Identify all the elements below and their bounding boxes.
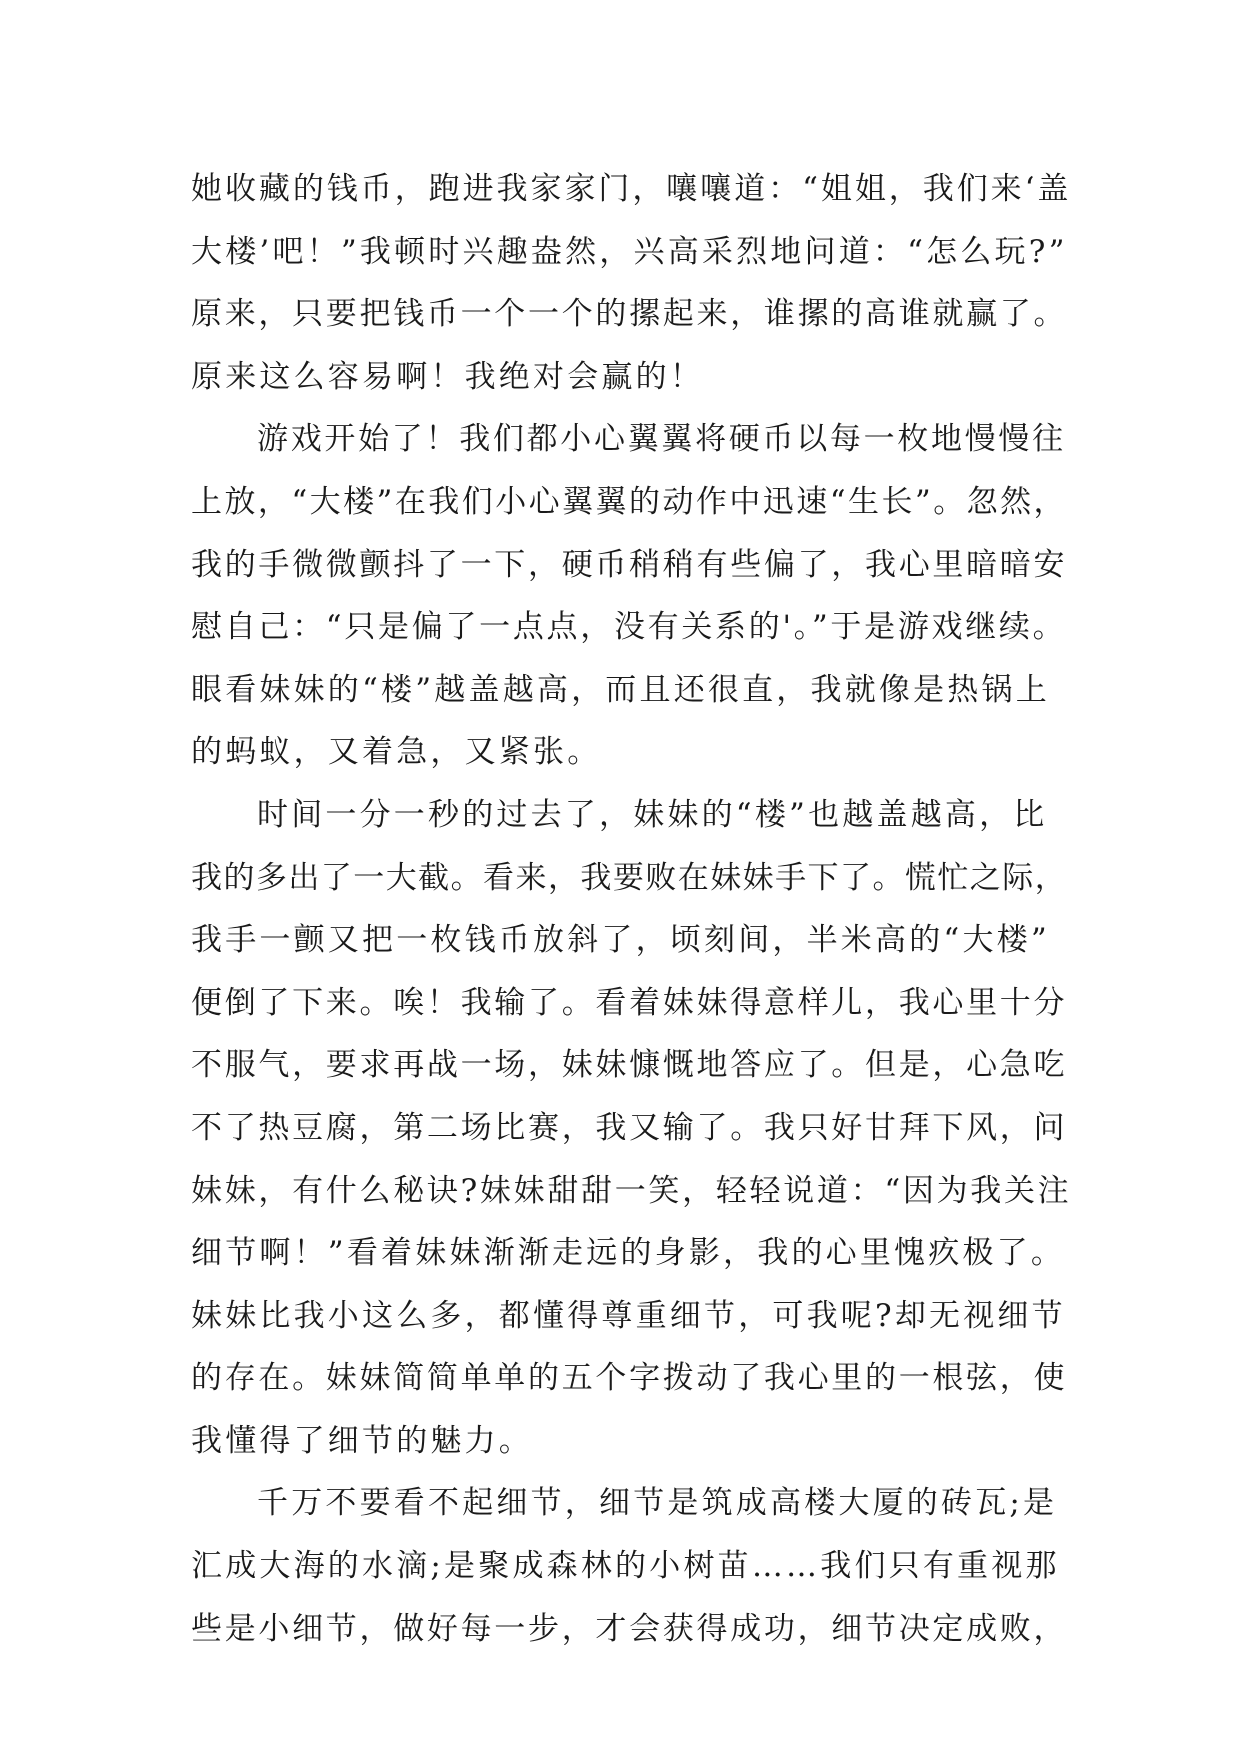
text-line: 的存在。妹妹简简单单的五个字拨动了我心里的一根弦，使 — [191, 1360, 1068, 1397]
text-line: 的蚂蚁，又着急，又紧张。 — [191, 734, 602, 771]
text-line: 原来这么容易啊！我绝对会赢的！ — [191, 358, 704, 395]
text-line: 原来，只要把钱币一个一个的摞起来，谁摞的高谁就赢了。 — [191, 296, 1068, 333]
text-line: 细节啊！”看着妹妹渐渐走远的身影，我的心里愧疚极了。 — [191, 1235, 1066, 1272]
text-line: 上放，“大楼”在我们小心翼翼的动作中迅速“生长”。忽然， — [191, 483, 1067, 520]
text-line: 大楼’吧！”我顿时兴趣盎然，兴高采烈地问道：“怎么玩?” — [191, 233, 1068, 270]
text-line: 些是小细节，做好每一步，才会获得成功，细节决定成败， — [191, 1610, 1068, 1647]
text-line: 游戏开始了！我们都小心翼翼将硬币以每一枚地慢慢往 — [257, 421, 1066, 458]
text-line: 汇成大海的水滴;是聚成森林的小树苗……我们只有重视那 — [191, 1548, 1060, 1585]
text-line: 千万不要看不起细节，细节是筑成高楼大厦的砖瓦;是 — [257, 1485, 1058, 1522]
text-line: 眼看妹妹的“楼”越盖越高，而且还很直，我就像是热锅上 — [191, 671, 1050, 708]
text-line: 时间一分一秒的过去了，妹妹的“楼”也越盖越高，比 — [257, 796, 1048, 833]
text-line: 慰自己：“只是偏了一点点，没有关系的'。”于是游戏继续。 — [191, 609, 1067, 646]
text-line: 我懂得了细节的魅力。 — [191, 1422, 533, 1459]
text-line: 我的手微微颤抖了一下，硬币稍稍有些偏了，我心里暗暗安 — [191, 546, 1068, 583]
text-line: 我的多出了一大截。看来，我要败在妹妹手下了。慌忙之际， — [191, 859, 1068, 896]
text-line: 我手一颤又把一枚钱币放斜了，顷刻间，半米高的“大楼” — [191, 922, 1050, 959]
text-line: 妹妹，有什么秘诀?妹妹甜甜一笑，轻轻说道：“因为我关注 — [191, 1172, 1072, 1209]
text-line: 不了热豆腐，第二场比赛，我又输了。我只好甘拜下风，问 — [191, 1109, 1068, 1146]
text-line: 便倒了下来。唉！我输了。看着妹妹得意样儿，我心里十分 — [191, 984, 1068, 1021]
text-line: 妹妹比我小这么多，都懂得尊重细节，可我呢?却无视细节 — [191, 1297, 1066, 1334]
text-line: 她收藏的钱币，跑进我家家门，嚷嚷道：“姐姐，我们来‘盖 — [191, 171, 1072, 207]
text-line: 不服气，要求再战一场，妹妹慷慨地答应了。但是，心急吃 — [191, 1047, 1068, 1084]
body-text — [191, 158, 1071, 1660]
